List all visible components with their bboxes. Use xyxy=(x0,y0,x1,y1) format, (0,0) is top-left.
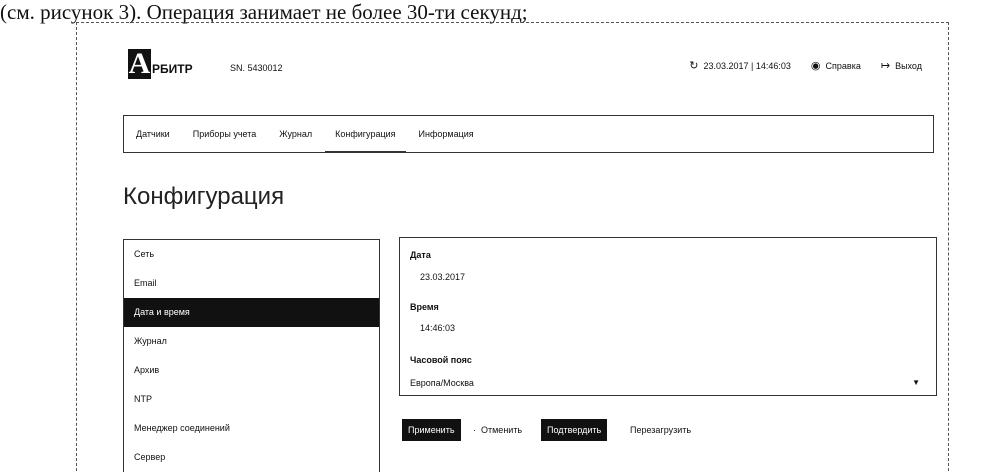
sidebar-item-archive[interactable]: Архив xyxy=(134,365,160,375)
time-label: Время xyxy=(410,302,439,312)
tab-sensors[interactable]: Датчики xyxy=(136,129,170,139)
timezone-label: Часовой пояс xyxy=(410,355,472,365)
time-field[interactable]: 14:46:03 xyxy=(420,323,456,333)
refresh-icon[interactable]: ↻ xyxy=(689,60,699,72)
tab-information[interactable]: Информация xyxy=(418,129,474,139)
timezone-select[interactable]: Европа/Москва xyxy=(410,378,474,388)
apply-button[interactable]: Применить xyxy=(402,419,461,441)
datetime-display xyxy=(689,61,791,71)
tab-configuration[interactable]: Конфигурация xyxy=(335,129,396,139)
tab-meters[interactable]: Приборы учета xyxy=(192,129,257,139)
confirm-button[interactable]: Подтвердить xyxy=(541,419,607,441)
reload-button[interactable]: Перезагрузить xyxy=(630,425,692,435)
sidebar-item-journal[interactable]: Журнал xyxy=(134,336,167,346)
document-intro-text: (см. рисунок 3). Операция занимает не более 30-ти секунд; xyxy=(0,0,528,24)
logout-label: Выход xyxy=(895,61,922,71)
separator-dot: · xyxy=(473,425,476,435)
tab-journal[interactable]: Журнал xyxy=(279,129,313,139)
chevron-down-icon[interactable]: ▼ xyxy=(912,378,920,387)
help-link[interactable] xyxy=(811,61,861,71)
logout-icon: ↦ xyxy=(880,60,891,72)
date-label: Дата xyxy=(410,250,431,260)
sidebar-item-datetime[interactable]: Дата и время xyxy=(124,298,379,327)
logo-mark: А xyxy=(128,47,151,80)
config-sidebar xyxy=(123,239,380,472)
info-icon: ◉ xyxy=(810,60,821,72)
logo[interactable] xyxy=(128,49,193,79)
datetime-text: 23.03.2017 | 14:46:03 xyxy=(703,61,791,71)
sidebar-item-email[interactable]: Email xyxy=(134,278,157,288)
header-actions xyxy=(689,61,922,71)
logout-link[interactable] xyxy=(881,61,922,71)
app-screen xyxy=(76,22,949,471)
datetime-form xyxy=(399,237,937,396)
sidebar-item-connection-manager[interactable]: Менеджер соединений xyxy=(134,423,230,433)
sidebar-item-network[interactable]: Сеть xyxy=(134,249,155,259)
main-nav xyxy=(123,115,934,153)
cancel-button[interactable]: Отменить xyxy=(481,425,523,435)
sidebar-item-ntp[interactable]: NTP xyxy=(134,394,152,404)
page-title: Конфигурация xyxy=(123,183,285,210)
logo-text: РБИТР xyxy=(152,62,193,76)
sidebar-item-server[interactable]: Сервер xyxy=(134,452,166,462)
serial-number: SN. 5430012 xyxy=(230,63,283,73)
date-field[interactable]: 23.03.2017 xyxy=(420,272,466,282)
help-label: Справка xyxy=(825,61,861,71)
